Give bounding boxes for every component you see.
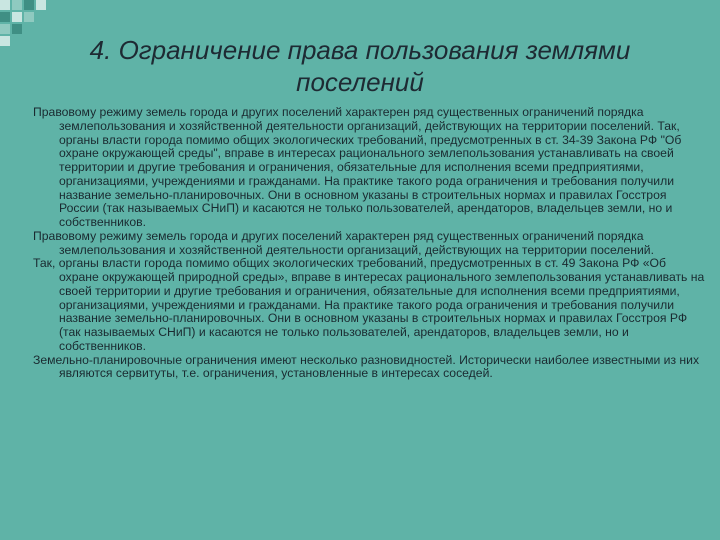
body-paragraph-3: Так, органы власти города помимо общих экологических требований, предусмотренных в ст. 49 Закона РФ «Об охране окружающей природной среды», вправе в интересах рационального землепользования устанавливать на своей территории и другие требования и ограничения, обязательные для исполнения всеми предприятиями, организациями, учреждениями и гражданами. На практике такого рода ограничения и требования получили название земельно-планировочных. Они в основном указаны в строительных нормах и правилах Госстроя РФ (так называемых СНиП) и касаются не только пользователей, арендаторов, владельцев земли, но и собственников. [33, 256, 705, 353]
corner-square-10 [0, 36, 10, 46]
corner-square-3 [24, 0, 34, 10]
corner-square-4 [36, 0, 46, 10]
slide-title-line-1: 4. Ограничение права пользования землями [89, 35, 631, 65]
slide-body [33, 106, 705, 381]
corner-square-5 [0, 12, 10, 22]
corner-square-7 [24, 12, 34, 22]
body-paragraph-4: Земельно-планировочные ограничения имеют несколько разновидностей. Исторически наиболее известными из них являются сервитуты, т.е. ограничения, установленные в интересах соседей. [33, 352, 700, 381]
corner-square-9 [12, 24, 22, 34]
slide-title-line-2: поселений [296, 67, 424, 97]
corner-square-8 [0, 24, 10, 34]
corner-square-1 [0, 0, 10, 10]
body-paragraph-1: Правовому режиму земель города и других поселений характерен ряд существенных ограничений порядка землепользования и хозяйственной деятельности организаций, действующих на территории поселений. Так, органы власти города помимо общих экологических требований, предусмотренных в ст. 34-39 Закона РФ "Об охране окружающей среды", вправе в интересах рационального землепользования устанавливать на своей территории и другие требования и ограничения, обязательные для исполнения всеми предприятиями, организациями, учреждениями и гражданами. На практике такого рода ограничения и требования получили название земельно-планировочных. Они в основном указаны в строительных нормах и правилах Госстроя России (так называемых СНиП) и касаются не только пользователей, арендаторов, владельцев земли, но и собственников. [33, 105, 682, 229]
slide-title [40, 34, 680, 98]
body-paragraph-2: Правовому режиму земель города и других поселений характерен ряд существенных ограничений порядка землепользования и хозяйственной деятельности организаций, действующих на территории поселений. [33, 228, 654, 257]
corner-square-2 [12, 0, 22, 10]
corner-square-6 [12, 12, 22, 22]
